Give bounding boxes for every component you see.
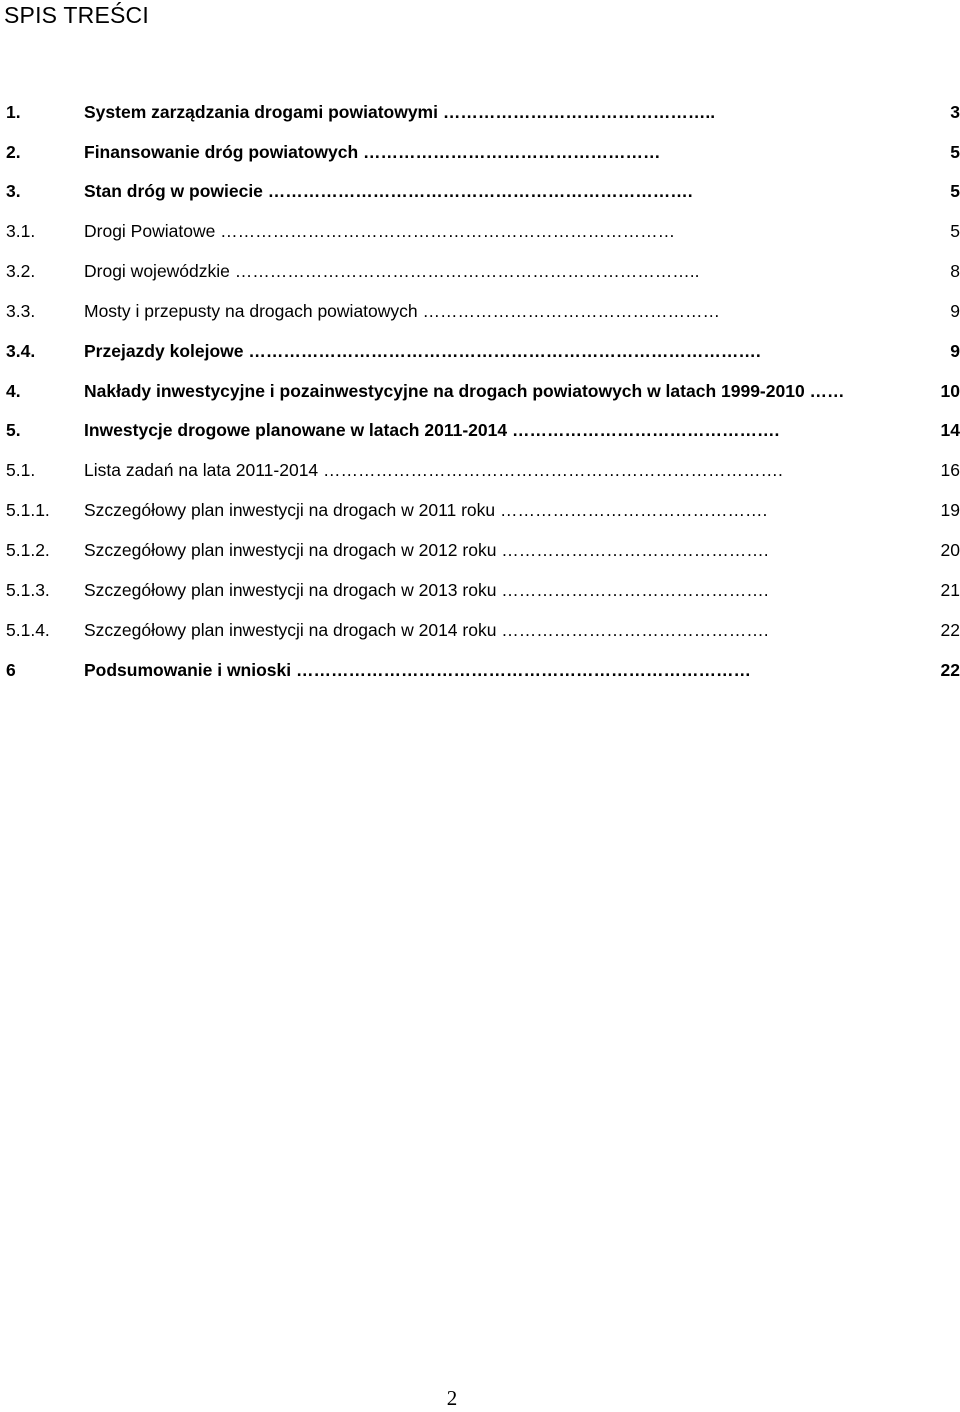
toc-entry[interactable] xyxy=(0,575,960,605)
toc-entry-title: Mosty i przepusty na drogach powiatowych …………………………………………… xyxy=(84,301,720,321)
page-number: 2 xyxy=(446,1386,458,1410)
toc-entry[interactable] xyxy=(0,336,960,366)
toc-entry-number: 6 xyxy=(6,660,16,680)
toc-entry-title: Szczegółowy plan inwestycji na drogach w 2012 roku ………………………………………. xyxy=(84,540,769,560)
toc-entry[interactable] xyxy=(0,137,960,167)
toc-entry-page: 22 xyxy=(940,620,960,640)
toc-entry-page: 9 xyxy=(950,301,960,321)
toc-entry[interactable] xyxy=(0,216,960,246)
toc-entry-title: Szczegółowy plan inwestycji na drogach w 2013 roku ………………………………………. xyxy=(84,580,769,600)
toc-entry-number: 3. xyxy=(6,181,21,201)
toc-entry[interactable] xyxy=(0,495,960,525)
toc-entry-number: 3.2. xyxy=(6,261,36,281)
toc-entry[interactable] xyxy=(0,455,960,485)
toc-entry-page: 3 xyxy=(950,102,960,122)
toc-entry-number: 4. xyxy=(6,381,21,401)
toc-entry-number: 5.1.4. xyxy=(6,620,50,640)
toc-entry-page: 16 xyxy=(940,460,960,480)
toc-entry-number: 3.3. xyxy=(6,301,36,321)
toc-entry[interactable] xyxy=(0,296,960,326)
toc-entry-title: Finansowanie dróg powiatowych …………………………………………… xyxy=(84,142,661,162)
toc-entry-title: Przejazdy kolejowe ……………………………………………………………………………. xyxy=(84,341,761,361)
toc-entry-number: 1. xyxy=(6,102,21,122)
toc-entry-title: Szczegółowy plan inwestycji na drogach w 2014 roku ………………………………………. xyxy=(84,620,769,640)
toc-entry-title: Drogi wojewódzkie …………………………………………………………………….. xyxy=(84,261,700,281)
toc-entry-page: 5 xyxy=(950,142,960,162)
toc-entry[interactable] xyxy=(0,176,960,206)
toc-entry[interactable] xyxy=(0,535,960,565)
toc-entry-title: Lista zadań na lata 2011-2014 ……………………………………………………………………. xyxy=(84,460,783,480)
toc-entry-number: 3.1. xyxy=(6,221,36,241)
toc-entry-number: 3.4. xyxy=(6,341,36,361)
toc-entry-title: Drogi Powiatowe …………………………………………………………………… xyxy=(84,221,676,241)
toc-entry[interactable] xyxy=(0,415,960,445)
toc-entry-number: 5.1.2. xyxy=(6,540,50,560)
toc-entry-page: 5 xyxy=(950,181,960,201)
toc-entry-page: 22 xyxy=(940,660,960,680)
toc-entry-title: Nakłady inwestycyjne i pozainwestycyjne na drogach powiatowych w latach 1999-2010 …… xyxy=(84,381,845,401)
toc-entry-number: 2. xyxy=(6,142,21,162)
toc-entry-page: 21 xyxy=(940,580,960,600)
toc-entry[interactable] xyxy=(0,97,960,127)
toc-entry-page: 19 xyxy=(940,500,960,520)
toc-entry-number: 5.1.3. xyxy=(6,580,50,600)
toc-entry-number: 5.1.1. xyxy=(6,500,50,520)
toc-entry-page: 9 xyxy=(950,341,960,361)
toc-entry-title: Szczegółowy plan inwestycji na drogach w 2011 roku ………………………………………. xyxy=(84,500,768,520)
page-title: SPIS TREŚCI xyxy=(4,2,149,28)
toc-entry[interactable] xyxy=(0,615,960,645)
toc-entry[interactable] xyxy=(0,655,960,685)
toc-entry-page: 10 xyxy=(940,381,960,401)
toc-entry-page: 8 xyxy=(950,261,960,281)
toc-entry-page: 5 xyxy=(950,221,960,241)
toc-entry-title: Stan dróg w powiecie ………………………………………………………………. xyxy=(84,181,693,201)
toc-entry[interactable] xyxy=(0,256,960,286)
toc-entry-title: System zarządzania drogami powiatowymi ……………………………………….. xyxy=(84,102,716,122)
toc-entry-number: 5. xyxy=(6,420,21,440)
toc-entry-number: 5.1. xyxy=(6,460,36,480)
toc-entry-page: 20 xyxy=(940,540,960,560)
toc-entry-title: Inwestycje drogowe planowane w latach 2011-2014 ………………………………………. xyxy=(84,420,780,440)
toc-entry-page: 14 xyxy=(940,420,960,440)
toc-entry[interactable] xyxy=(0,376,960,406)
toc-entry-title: Podsumowanie i wnioski …………………………………………………………………… xyxy=(84,660,751,680)
